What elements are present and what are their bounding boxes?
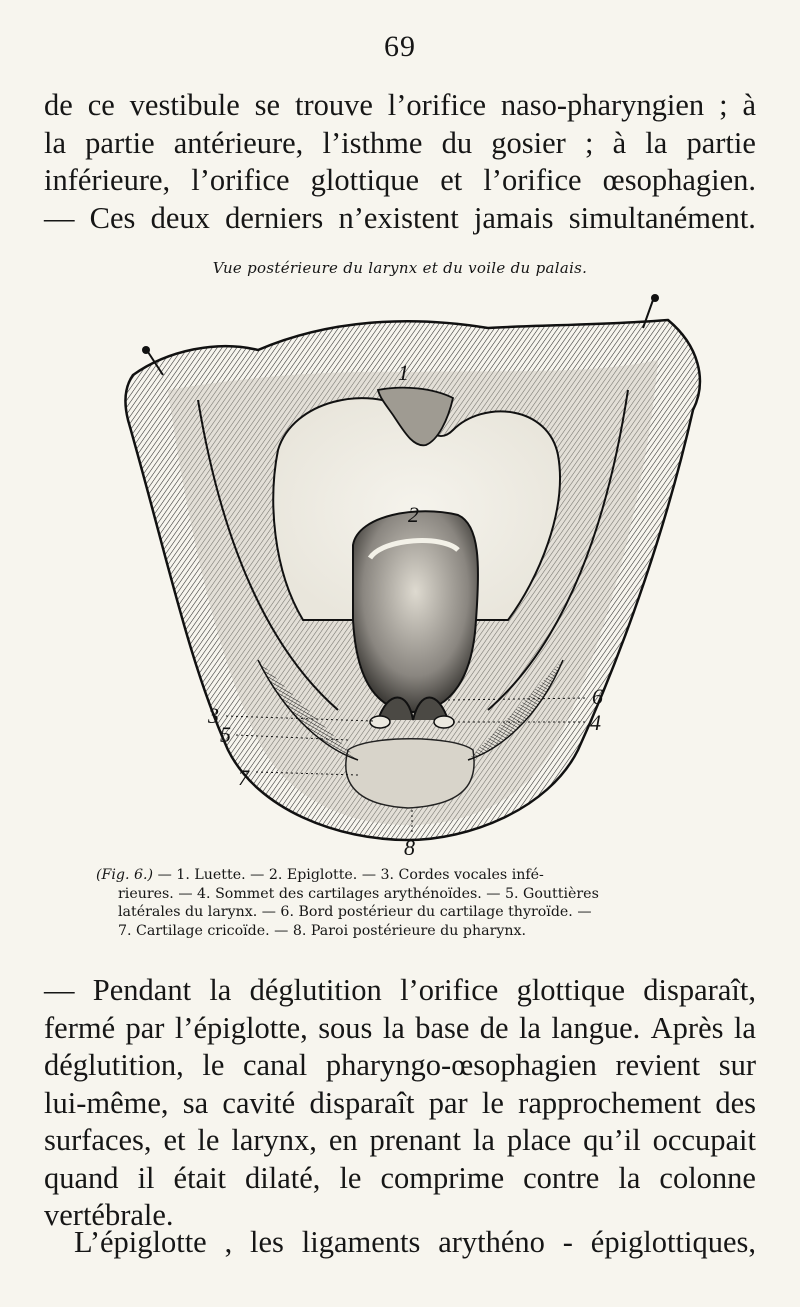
text-line: la partie antérieure, l’isthme du gosier ; à la partie	[44, 125, 756, 160]
text-line: — Ces deux derniers n’existent jamais simultanément.	[44, 200, 756, 235]
text-line: — Pendant la déglutition l’orifice glottique disparaît,	[44, 973, 756, 1007]
figure-caption	[96, 866, 726, 940]
text-line: déglutition, le canal pharyngo-œsophagien revient sur	[44, 1048, 756, 1082]
caption-line: latérales du larynx. — 6. Bord postérieur du cartilage thyroïde. —	[118, 904, 592, 920]
label-5: 5	[220, 722, 231, 747]
text-line: L’épiglotte , les ligaments arythéno - épiglottiques,	[74, 1225, 756, 1259]
text-line: fermé par l’épiglotte, sous la base de la langue. Après la	[44, 1010, 756, 1045]
paragraph-3	[44, 1222, 756, 1262]
text-line: surfaces, et le larynx, en prenant la place qu’il occupait	[44, 1123, 756, 1157]
text-line: lui-même, sa cavité disparaît par le rapprochement des	[44, 1085, 756, 1120]
page-number: 69	[384, 30, 416, 63]
figure-reference: (Fig. 6.)	[96, 867, 154, 883]
text-line: inférieure, l’orifice glottique et l’orifice œsophagien.	[44, 163, 756, 197]
text-line: vertébrale.	[44, 1198, 174, 1232]
label-4: 4	[590, 710, 601, 735]
label-3: 3	[208, 703, 219, 728]
label-8: 8	[404, 835, 415, 860]
label-6: 6	[592, 684, 603, 709]
paragraph-1	[44, 87, 756, 237]
text-line: quand il était dilaté, le comprime contre la colonne	[44, 1160, 756, 1195]
label-7: 7	[238, 765, 249, 790]
caption-line: 7. Cartilage cricoïde. — 8. Paroi postérieure du pharynx.	[118, 922, 527, 939]
caption-line: — 1. Luette. — 2. Epiglotte. — 3. Cordes vocales infé-	[153, 867, 544, 883]
label-1: 1	[398, 360, 409, 385]
label-2: 2	[408, 502, 419, 527]
caption-line: rieures. — 4. Sommet des cartilages arythénoïdes. — 5. Gouttières	[118, 885, 599, 902]
figure-title: Vue postérieure du larynx et du voile du palais.	[212, 259, 588, 277]
cricoid	[346, 739, 474, 808]
paragraph-2	[44, 972, 756, 1235]
text-line: de ce vestibule se trouve l’orifice naso-pharyngien ; à	[44, 88, 756, 122]
larynx-illustration	[108, 280, 708, 865]
